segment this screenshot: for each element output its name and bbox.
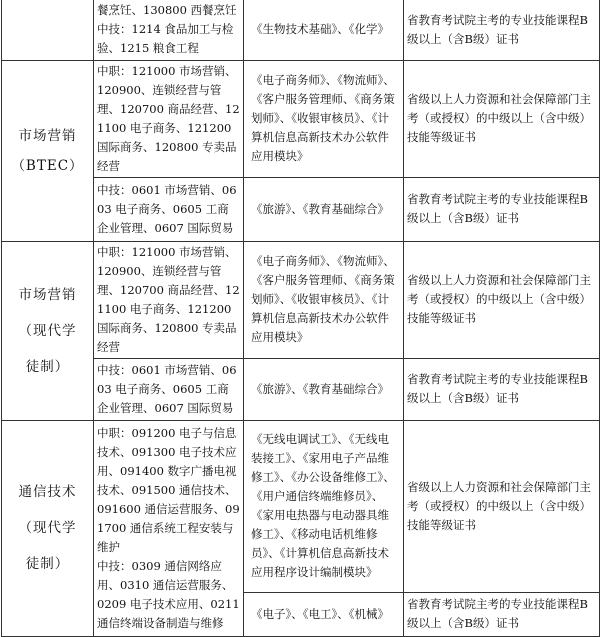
major-name-line: 市场营销 [18,127,77,144]
major-name-line: 徒制） [25,358,70,375]
major-name-line: （现代学 [18,322,77,339]
major-name-line: 徒制） [25,556,70,572]
major-cell-empty [2,0,94,60]
major-name-cell [2,241,94,420]
table-row-marketing-btec [2,60,600,177]
technical-majors-cell: 中技：0601 市场营销、0603 电子商务、0605 工商企业管理、0607 国际贸易 [94,358,244,420]
major-name-line: 市场营销 [18,286,77,303]
table-row-marketing-apprenticeship [2,241,600,358]
vocational-exam-cell: 《无线电调试工》、《无线电装接工》、《家用电子产品维修工》、《办公设备维修工》、《用户通信终端维修员》、《家用电热器与电动器具维修工》、《移动电话机维修员》、《计算机信息高新技术应用程序设计编制模块》 [244,420,404,592]
major-name-line: 通信技术 [18,484,77,500]
certificate-cell: 省教育考试院主考的专业技能课程B级以上（含B级）证书 [404,0,600,60]
vocational-exam-cell: 《电子商务师》、《物流师》、《客户服务管理师、《商务策划师》、《收银审核员》、《计算机信息高新技术办公软件应用模块》 [244,60,404,177]
secondary-majors-text: 餐烹饪、130800 西餐烹饪 中技：1214 食品加工与检验、1215 粮食工程 [97,3,237,56]
technical-majors-text: 中技：0309 通信网络应用、0310 通信运营服务、0209 电子技术应用、0211 通信终端设备制造与维修 [97,558,240,630]
technical-majors-cell: 中技：0601 市场营销、0603 电子商务、0605 工商企业管理、0607 国际贸易 [94,177,244,241]
table-row-communication-apprenticeship [2,420,600,592]
major-name-line: （BTEC） [11,157,84,174]
technical-exam-cell: 《旅游》、《教育基础综合》 [244,177,404,241]
technical-exam-cell: 《旅游》、《教育基础综合》 [244,358,404,420]
vocational-majors-cell: 中职：121000 市场营销、120900、连锁经营与管理、120700 商品经营、121100 电子商务、121200 国际商务、120800 专卖品经营 [94,241,244,358]
major-name-cell [2,420,94,636]
technical-certificate-cell: 省教育考试院主考的专业技能课程B级以上（含B级）证书 [404,177,600,241]
skill-exam-cell: 《生物技术基础》、《化学》 [244,0,404,60]
technical-certificate-cell: 省教育考试院主考的专业技能课程B级以上（含B级）证书 [404,592,600,636]
secondary-majors-cell [94,0,244,60]
vocational-certificate-cell: 省级以上人力资源和社会保障部门主考（或授权）的中级以上（含中级）技能等级证书 [404,420,600,592]
major-name-line: （现代学 [18,520,77,536]
vocational-majors-text: 中职：091200 电子与信息技术、091300 电子技术应用、091400 数字广播电视技术、091500 通信技术、091600 通信运营服务、091700 通信系统工程安装与维护 [97,425,240,554]
table-row-continuation [2,0,600,60]
secondary-majors-cell [94,420,244,636]
technical-certificate-cell: 省教育考试院主考的专业技能课程B级以上（含B级）证书 [404,358,600,420]
vocational-majors-cell: 中职：121000 市场营销、120900、连锁经营与管理、120700 商品经营、121100 电子商务、121200 国际商务、120800 专卖品经营 [94,60,244,177]
technical-exam-cell: 《电子》、《电工》、《机械》 [244,592,404,636]
major-name-cell [2,60,94,241]
vocational-exam-cell: 《电子商务师》、《物流师》、《客户服务管理师、《商务策划师》、《收银审核员》、《计算机信息高新技术办公软件应用模块》 [244,241,404,358]
vocational-certificate-cell: 省级以上人力资源和社会保障部门主考（或授权）的中级以上（含中级）技能等级证书 [404,60,600,177]
admission-requirements-table [1,0,600,637]
vocational-certificate-cell: 省级以上人力资源和社会保障部门主考（或授权）的中级以上（含中级）技能等级证书 [404,241,600,358]
